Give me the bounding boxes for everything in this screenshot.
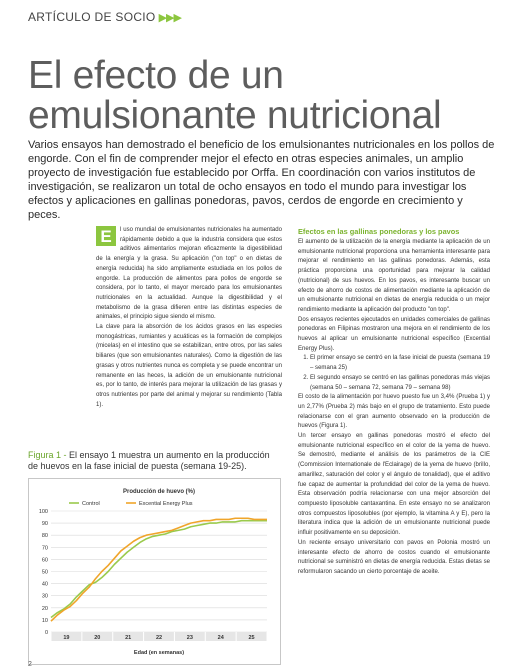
article-title: [28, 56, 441, 136]
page-number: 2: [28, 661, 32, 668]
body-paragraph: Un reciente ensayo universitario con pavos en Polonia mostró un interesante efecto de ahorro de costos cuando el emulsionante nutricional se suministró en dietas de energía reducida. Estas dietas se reformularon sacando un cierto porcentaje de aceite.: [298, 539, 490, 575]
kicker-label: ARTÍCULO DE SOCIO: [28, 10, 156, 24]
egg-production-chart: [29, 479, 280, 664]
x-tick-label: 20: [94, 634, 101, 641]
body-paragraph: Un tercer ensayo en gallinas ponedoras mostró el efecto del emulsionante nutricional específico en el color de la yema de huevo. Se demostró, mediante el análisis de los parámetros de la CIE (Commission Internationale de l'Eclairage) de la yema de huevo (brillo, amarillez, saturación del color y el ángulo de tonalidad), que el aditivo fue capaz de aumentar la profundidad del color de la yema de huevo. Esta observación podría relacionarse con una mejor absorción del compuesto liposoluble cantaxantina. En este ensayo no se analizaron otros compuestos liposolubles (por ejemplo, la vitamina A y E), pero la literatura indica que la adición de un emulsionante nutricional puede influir positivamente en su deposición.: [298, 433, 490, 537]
body-column-right: [298, 226, 490, 578]
body-paragraph: l uso mundial de emulsionantes nutricionales ha aumentado rápidamente debido a que la industria considera que estos aditivos alimentarios mejoran eficazmente la digestibilidad de la energía y la grasa. Su aplicación ("on top" o en dietas de energía reducida) ha sido ampliamente estudiada en los pollos de engorde. La producción de alimentos para pollos de engorde se considera, por lo tanto, el mayor mercado para los emulsionantes nutricionales en la actualidad. Aunque la digestibilidad y el metabolismo de la grasa difieren entre las distintas especies de animales, el principio sigue siendo el mismo.: [96, 227, 282, 321]
figure-caption-number: Figura 1 -: [28, 450, 67, 460]
list-item: 2. El segundo ensayo se centró en las gallinas ponedoras más viejas (semana 50 – semana 72, semana 79 – semana 98): [310, 374, 490, 393]
trial-list: [298, 354, 490, 393]
y-tick-label: 0: [44, 630, 48, 636]
body-paragraph: La clave para la absorción de los ácidos grasos en las especies monogástricas, rumiantes y acuáticas es la formación de complejos (micelas) en el intestino que se estabilizan, entre otros, por las sales biliares (que son emulsionantes naturales). Como la digestión de las grasas y otros nutrientes nunca es completa y se puede encontrar un remanente en las heces, la adición de un emulsionante nutricional es, por lo tanto, de interés para mejorar la utilización de las grasas y otros nutrientes por parte del animal y mejorar su rendimiento (Tabla 1).: [96, 324, 282, 408]
x-axis-label: Edad (en semanas): [133, 650, 185, 656]
body-paragraph: El costo de la alimentación por huevo puesto fue un 3,4% (Prueba 1) y un 2,77% (Prueba 2) más bajo en el grupo de tratamiento. Esto puede relacionarse con el gran aumento observado en la producción de huevos (Figura 1).: [298, 394, 490, 430]
legend-label: Excential Energy Plus: [139, 501, 193, 507]
y-tick-label: 30: [41, 593, 48, 600]
y-tick-label: 70: [41, 545, 48, 552]
y-tick-label: 20: [41, 605, 48, 612]
title-line-1: El efecto de un: [28, 54, 284, 97]
chart-frame: [28, 478, 281, 665]
x-tick-label: 23: [186, 634, 193, 641]
y-tick-label: 80: [41, 533, 48, 540]
body-paragraph: Dos ensayos recientes ejecutados en unidades comerciales de gallinas ponedoras en Filipinas mostraron una mejora en el rendimiento de los huevos al aplicar un emulsionante nutricional específico (Excential Energy Plus).: [298, 316, 490, 352]
y-tick-label: 50: [41, 569, 48, 576]
x-tick-label: 25: [248, 634, 255, 641]
title-line-2: emulsionante nutricional: [28, 94, 442, 137]
y-tick-label: 10: [41, 617, 48, 624]
legend-label: Control: [82, 501, 100, 507]
triple-arrow-icon: ▶▶▶: [158, 12, 181, 24]
figure-1: [28, 450, 281, 665]
chart-title: Producción de huevo (%): [122, 489, 196, 495]
section-heading: Efectos en las gallinas ponedoras y los pavos: [298, 227, 460, 236]
y-tick-label: 60: [41, 557, 48, 564]
y-tick-label: 40: [41, 581, 48, 588]
x-tick-label: 24: [217, 634, 224, 641]
list-item: 1. El primer ensayo se centró en la fase inicial de puesta (semana 19 – semana 25): [310, 354, 490, 373]
figure-caption: [28, 450, 281, 472]
series-line-excential: [51, 518, 267, 621]
lead-paragraph: Varios ensayos han demostrado el beneficio de los emulsionantes nutricionales en los pollos de engorde. Con el fin de comprender mejor el efecto en otras especies animales, un amplio proyecto de investigación fue establecido por Orffa. En coordinación con varios institutos de investigación, se realizaron un total de ocho ensayos en todo el mundo para investigar los efectos y aplicaciones en gallinas ponedoras, pavos, cerdos de engorde en crecimiento y peces.: [28, 139, 495, 221]
section-kicker: [28, 10, 181, 24]
y-tick-label: 90: [41, 521, 48, 528]
drop-cap: E: [96, 226, 116, 246]
y-tick-label: 100: [38, 509, 48, 515]
x-tick-label: 22: [155, 634, 163, 641]
x-tick-label: 19: [63, 634, 70, 641]
body-paragraph: El aumento de la utilización de la energía mediante la aplicación de un emulsionante nutricional proporciona una herramienta interesante para mejorar el rendimiento en las gallinas ponedoras. Además, esta práctica proporciona una oportunidad para mejorar la calidad (nutricional) de sus huevos. En los pavos, es interesante buscar un efecto de ahorro de costos de alimentación mediante la aplicación de un emulsionante nutricional en dietas de energía reducida o un mejor rendimiento mediante la aplicación del producto "on top".: [298, 239, 490, 313]
x-tick-label: 21: [125, 634, 132, 641]
figure-caption-text: El ensayo 1 muestra un aumento en la producción de huevos en la fase inicial de puesta (semana 19-25).: [28, 450, 270, 471]
body-column-left: [96, 226, 282, 410]
